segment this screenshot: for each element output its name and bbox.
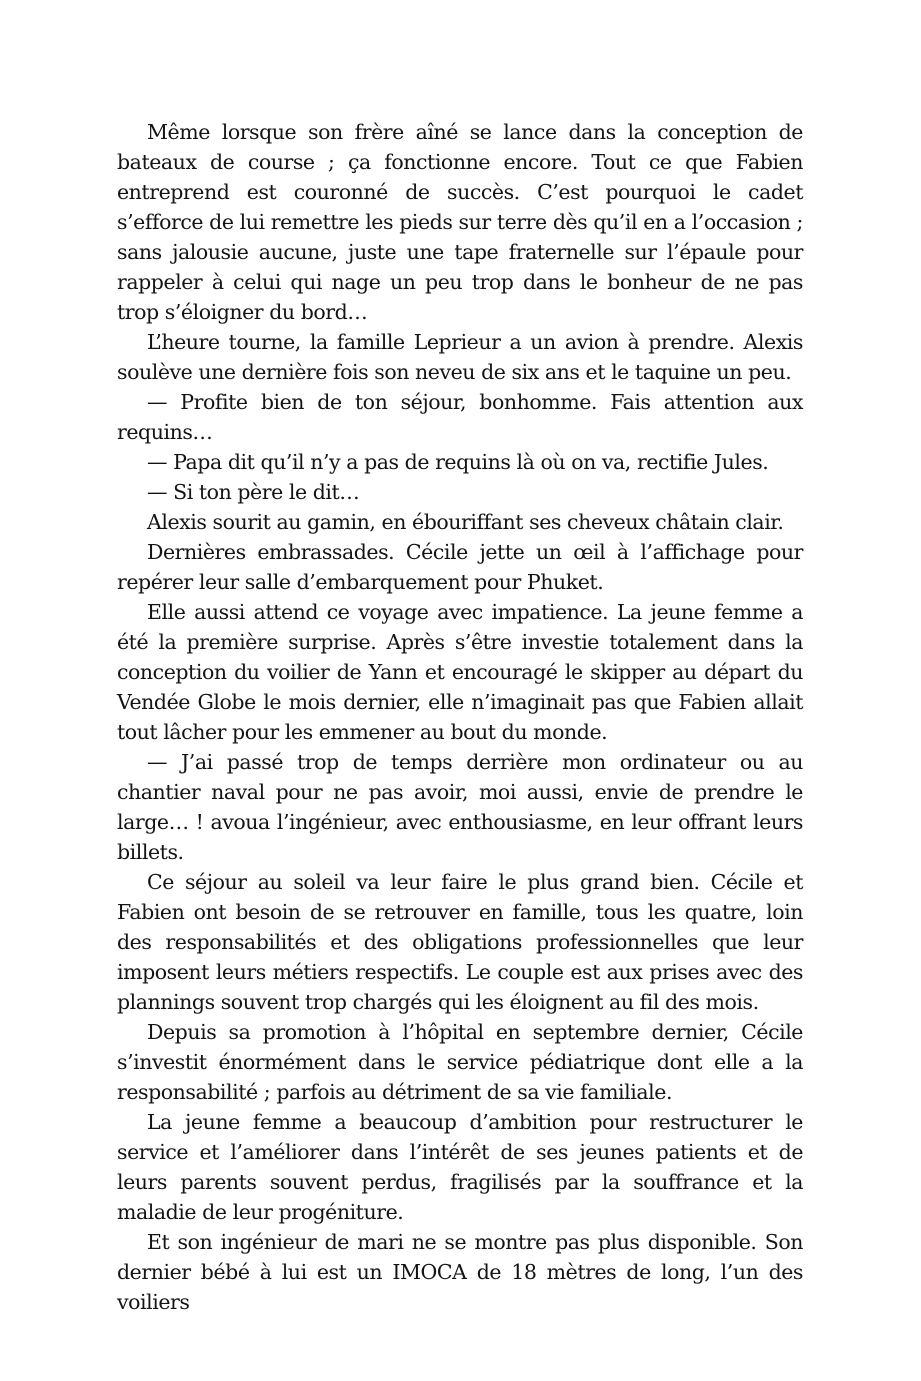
paragraph: Ce séjour au soleil va leur faire le plus grand bien. Cécile et Fabien ont besoin de se retrouver en famille, tous les quatre, loin des responsabilités et des obligations professionnelles que leur imposent leurs métiers respectifs. Le couple est aux prises avec des plannings souvent trop chargés qui les éloignent au fil des mois. <box>117 870 803 1014</box>
dialogue-line: — Profite bien de ton séjour, bonhomme. Fais attention aux requins… <box>117 390 803 444</box>
dialogue-line: — Papa dit qu’il n’y a pas de requins là où on va, rectifie Jules. <box>147 450 769 474</box>
paragraph: Alexis sourit au gamin, en ébouriffant ses cheveux châtain clair. <box>147 510 784 534</box>
paragraph: Dernières embrassades. Cécile jette un œil à l’affichage pour repérer leur salle d’embarquement pour Phuket. <box>117 540 803 594</box>
paragraph: La jeune femme a beaucoup d’ambition pour restructurer le service et l’améliorer dans l’intérêt de ses jeunes patients et de leurs parents souvent perdus, fragilisés par la souffrance et la maladie de leur progéniture. <box>117 1110 803 1224</box>
paragraph: Et son ingénieur de mari ne se montre pas plus disponible. Son dernier bébé à lui est un IMOCA de 18 mètres de long, l’un des voiliers <box>117 1230 803 1314</box>
dialogue-line: — J’ai passé trop de temps derrière mon ordinateur ou au chantier naval pour ne pas avoir, moi aussi, envie de prendre le large… ! avoua l’ingénieur, avec enthousiasme, en leur offrant leurs billets. <box>117 750 803 864</box>
paragraph: Depuis sa promotion à l’hôpital en septembre dernier, Cécile s’investit énormément dans le service pédiatrique dont elle a la responsabilité ; parfois au détriment de sa vie familiale. <box>117 1020 803 1104</box>
paragraph: Même lorsque son frère aîné se lance dans la conception de bateaux de course ; ça fonctionne encore. Tout ce que Fabien entreprend est couronné de succès. C’est pourquoi le cadet s’efforce de lui remettre les pieds sur terre dès qu’il en a l’occasion ; sans jalousie aucune, juste une tape fraternelle sur l’épaule pour rappeler à celui qui nage un peu trop dans le bonheur de ne pas trop s’éloigner du bord… <box>117 120 803 324</box>
paragraph: L’heure tourne, la famille Leprieur a un avion à prendre. Alexis soulève une dernière fois son neveu de six ans et le taquine un peu. <box>117 330 803 384</box>
paragraph: Elle aussi attend ce voyage avec impatience. La jeune femme a été la première surprise. Après s’être investie totalement dans la conception du voilier de Yann et encouragé le skipper au départ du Vendée Globe le mois dernier, elle n’imaginait pas que Fabien allait tout lâcher pour les emmener au bout du monde. <box>117 600 803 744</box>
book-page <box>117 117 803 1317</box>
dialogue-line: — Si ton père le dit… <box>147 480 360 504</box>
